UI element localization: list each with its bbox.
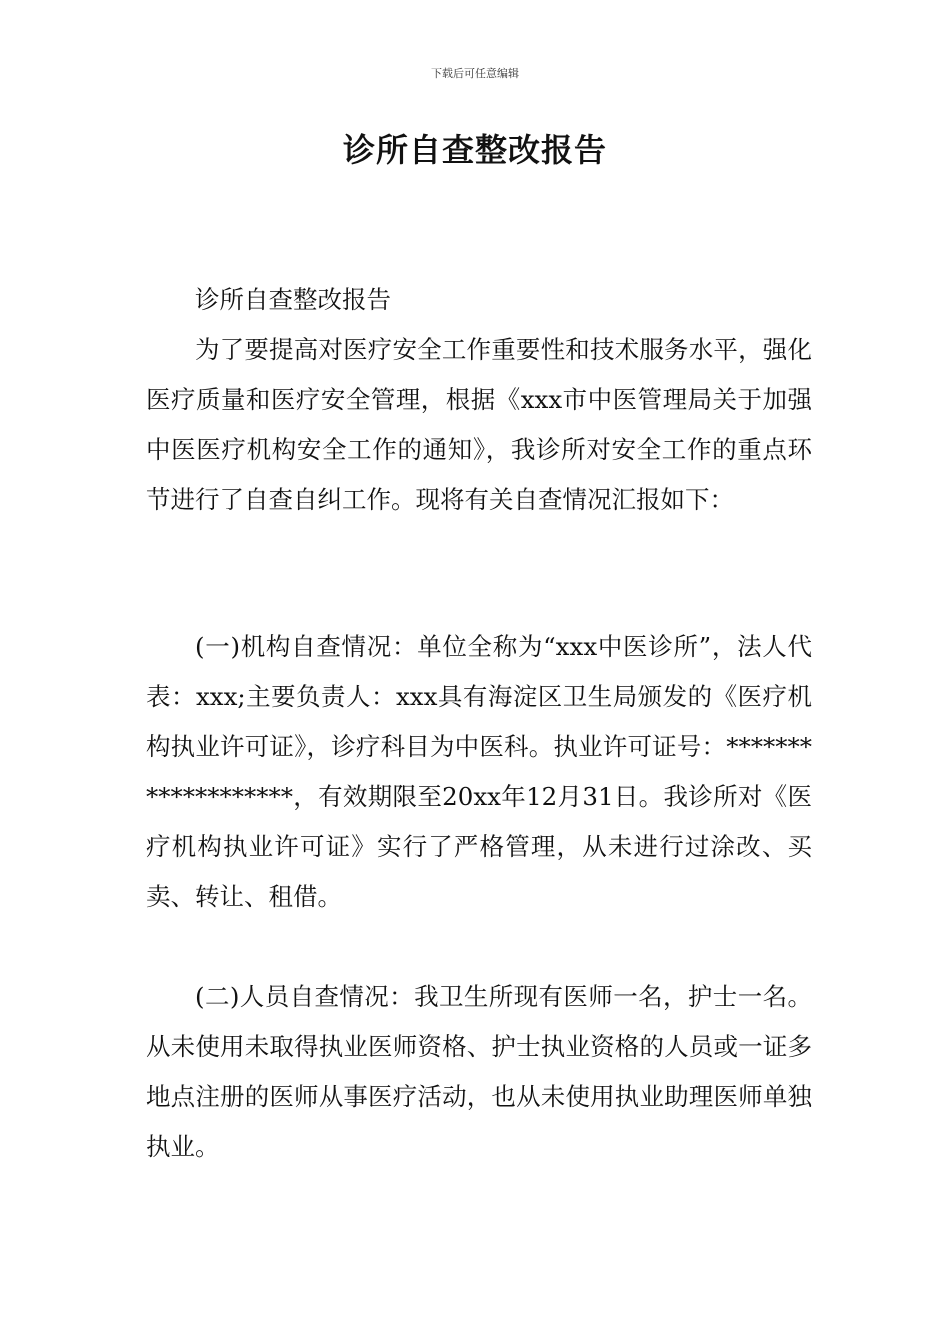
paragraph-personnel-check: (二)人员自查情况：我卫生所现有医师一名，护士一名。从未使用未取得执业医师资格、护士执业资格的人员或一证多地点注册的医师从事医疗活动，也从未使用执业助理医师单独执业。 (146, 982, 812, 1161)
document-subheading: 诊所自查整改报告 (195, 285, 391, 314)
document-title: 诊所自查整改报告 (342, 131, 607, 169)
paragraph-intro: 为了要提高对医疗安全工作重要性和技术服务水平，强化医疗质量和医疗安全管理，根据《xxx市中医管理局关于加强中医医疗机构安全工作的通知》，我诊所对安全工作的重点环节进行了自查自纠工作。现将有关自查情况汇报如下： (146, 335, 812, 514)
paragraph-institution-check: (一)机构自查情况：单位全称为“xxx中医诊所”，法人代表：xxx;主要负责人：xxx具有海淀区卫生局颁发的《医疗机构执业许可证》，诊疗科目为中医科。执业许可证号：*******************，有效期限至20xx年12月31日。我诊所对《医疗机构执业许可证》实行了严格管理，从未进行过涂改、买卖、转让、租借。 (146, 632, 812, 911)
page-header-note: 下载后可任意编辑 (431, 67, 519, 80)
